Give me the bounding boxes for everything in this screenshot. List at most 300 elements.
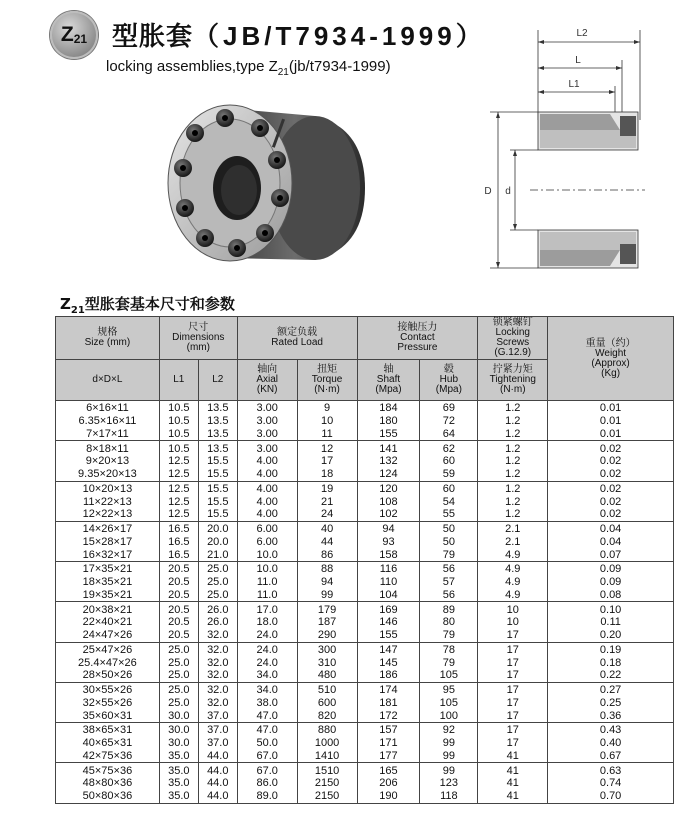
cell-weight: 0.43 — [548, 723, 674, 737]
cell-l1: 25.0 — [159, 697, 198, 710]
cell-axial-load: 6.00 — [237, 536, 297, 549]
cell-l2: 21.0 — [198, 548, 237, 561]
page-subtitle: locking assemblies,type $Z_{21}(jb/t7934-1999)$ — [106, 58, 391, 78]
cell-weight: 0.11 — [548, 616, 674, 629]
cell-torque: 2150 — [297, 790, 357, 803]
cell-hub-pressure: 95 — [420, 682, 478, 696]
table-row — [56, 737, 674, 750]
cell-tightening-torque: 17 — [478, 737, 548, 750]
cell-torque: 300 — [297, 642, 357, 656]
table-row — [56, 495, 674, 508]
header-l1: L1 — [159, 360, 198, 401]
table-row — [56, 576, 674, 589]
cell-tightening-torque: 1.2 — [478, 468, 548, 481]
cell-tightening-torque: 17 — [478, 697, 548, 710]
cell-torque: 17 — [297, 455, 357, 468]
cell-l2: 44.0 — [198, 763, 237, 777]
cell-tightening-torque: 1.2 — [478, 508, 548, 521]
cell-size: 32×55×26 — [56, 697, 160, 710]
cell-shaft-pressure: 171 — [357, 737, 420, 750]
cell-l1: 20.5 — [159, 562, 198, 576]
cell-size: 40×65×31 — [56, 737, 160, 750]
cell-tightening-torque: 41 — [478, 750, 548, 763]
cell-axial-load: 67.0 — [237, 763, 297, 777]
cell-l1: 10.5 — [159, 415, 198, 428]
cell-shaft-pressure: 177 — [357, 750, 420, 763]
section-drawing — [470, 20, 650, 275]
header-torque: 扭矩 Torque (N·m) — [297, 360, 357, 401]
cell-size: 50×80×36 — [56, 790, 160, 803]
cell-shaft-pressure: 108 — [357, 495, 420, 508]
cell-l1: 12.5 — [159, 468, 198, 481]
cell-shaft-pressure: 169 — [357, 602, 420, 616]
cell-size: 14×26×17 — [56, 521, 160, 535]
cell-size: 18×35×21 — [56, 576, 160, 589]
cell-hub-pressure: 50 — [420, 521, 478, 535]
cell-shaft-pressure: 104 — [357, 589, 420, 602]
cell-size: 30×55×26 — [56, 682, 160, 696]
header-dimensions: 尺寸 Dimensions (mm) — [159, 317, 237, 360]
cell-torque: 18 — [297, 468, 357, 481]
cell-l1: 20.5 — [159, 616, 198, 629]
cell-axial-load: 38.0 — [237, 697, 297, 710]
header-size-format: d×D×L — [56, 360, 160, 401]
cell-hub-pressure: 80 — [420, 616, 478, 629]
cell-tightening-torque: 4.9 — [478, 548, 548, 561]
cell-axial-load: 50.0 — [237, 737, 297, 750]
table-row — [56, 589, 674, 602]
cell-hub-pressure: 72 — [420, 415, 478, 428]
cell-weight: 0.09 — [548, 562, 674, 576]
cell-l2: 25.0 — [198, 589, 237, 602]
cell-l2: 20.0 — [198, 521, 237, 535]
cell-axial-load: 3.00 — [237, 401, 297, 415]
label-big-d: D — [484, 186, 492, 197]
cell-hub-pressure: 60 — [420, 481, 478, 495]
cell-l1: 25.0 — [159, 682, 198, 696]
cell-torque: 11 — [297, 428, 357, 441]
cell-l2: 44.0 — [198, 750, 237, 763]
cell-l2: 15.5 — [198, 455, 237, 468]
cell-tightening-torque: 1.2 — [478, 401, 548, 415]
cell-l1: 25.0 — [159, 669, 198, 682]
cell-l2: 15.5 — [198, 468, 237, 481]
cell-torque: 2150 — [297, 777, 357, 790]
cell-tightening-torque: 1.2 — [478, 415, 548, 428]
cell-size: 25×47×26 — [56, 642, 160, 656]
cell-torque: 600 — [297, 697, 357, 710]
cell-l2: 37.0 — [198, 737, 237, 750]
cell-torque: 10 — [297, 415, 357, 428]
table-row — [56, 508, 674, 521]
table-row — [56, 682, 674, 696]
cell-l2: 44.0 — [198, 777, 237, 790]
cell-torque: 19 — [297, 481, 357, 495]
header-weight: 重量（约） Weight (Approx) (Kg) — [548, 317, 674, 401]
cell-l1: 20.5 — [159, 576, 198, 589]
cell-hub-pressure: 62 — [420, 441, 478, 455]
cell-weight: 0.02 — [548, 481, 674, 495]
cell-hub-pressure: 60 — [420, 455, 478, 468]
cell-l2: 25.0 — [198, 562, 237, 576]
table-row — [56, 562, 674, 576]
cell-l1: 35.0 — [159, 750, 198, 763]
cell-tightening-torque: 4.9 — [478, 589, 548, 602]
cell-hub-pressure: 79 — [420, 548, 478, 561]
cell-hub-pressure: 55 — [420, 508, 478, 521]
cell-l1: 16.5 — [159, 536, 198, 549]
cell-l1: 12.5 — [159, 508, 198, 521]
cell-torque: 21 — [297, 495, 357, 508]
cell-hub-pressure: 78 — [420, 642, 478, 656]
cell-tightening-torque: 1.2 — [478, 455, 548, 468]
cell-l1: 10.5 — [159, 401, 198, 415]
cell-axial-load: 18.0 — [237, 616, 297, 629]
cell-l1: 20.5 — [159, 589, 198, 602]
cell-torque: 187 — [297, 616, 357, 629]
cell-weight: 0.08 — [548, 589, 674, 602]
cell-axial-load: 4.00 — [237, 508, 297, 521]
cell-axial-load: 10.0 — [237, 562, 297, 576]
cell-torque: 44 — [297, 536, 357, 549]
cell-axial-load: 4.00 — [237, 455, 297, 468]
cell-shaft-pressure: 94 — [357, 521, 420, 535]
header-l2: L2 — [198, 360, 237, 401]
cell-l1: 35.0 — [159, 763, 198, 777]
table-row — [56, 441, 674, 455]
cell-tightening-torque: 17 — [478, 709, 548, 722]
table-row — [56, 723, 674, 737]
cell-shaft-pressure: 145 — [357, 656, 420, 669]
cell-torque: 40 — [297, 521, 357, 535]
spec-table-body — [56, 401, 674, 804]
cell-hub-pressure: 105 — [420, 669, 478, 682]
cell-hub-pressure: 99 — [420, 737, 478, 750]
cell-hub-pressure: 105 — [420, 697, 478, 710]
cell-shaft-pressure: 165 — [357, 763, 420, 777]
cell-weight: 0.01 — [548, 415, 674, 428]
cell-shaft-pressure: 116 — [357, 562, 420, 576]
cell-size: 22×40×21 — [56, 616, 160, 629]
table-row — [56, 629, 674, 642]
cell-weight: 0.25 — [548, 697, 674, 710]
table-row — [56, 656, 674, 669]
table-row — [56, 642, 674, 656]
cell-shaft-pressure: 174 — [357, 682, 420, 696]
cell-size: 45×75×36 — [56, 763, 160, 777]
cell-weight: 0.04 — [548, 536, 674, 549]
cell-size: 7×17×11 — [56, 428, 160, 441]
cell-weight: 0.27 — [548, 682, 674, 696]
cell-hub-pressure: 50 — [420, 536, 478, 549]
cell-tightening-torque: 41 — [478, 790, 548, 803]
table-row — [56, 750, 674, 763]
table-row — [56, 602, 674, 616]
cell-size: 8×18×11 — [56, 441, 160, 455]
cell-weight: 0.18 — [548, 656, 674, 669]
cell-shaft-pressure: 181 — [357, 697, 420, 710]
cell-size: 6.35×16×11 — [56, 415, 160, 428]
cell-l1: 30.0 — [159, 737, 198, 750]
cell-tightening-torque: 41 — [478, 777, 548, 790]
cell-l2: 26.0 — [198, 616, 237, 629]
cell-l1: 16.5 — [159, 548, 198, 561]
table-row — [56, 790, 674, 803]
cell-shaft-pressure: 132 — [357, 455, 420, 468]
cell-axial-load: 24.0 — [237, 629, 297, 642]
cell-l1: 20.5 — [159, 602, 198, 616]
cell-shaft-pressure: 102 — [357, 508, 420, 521]
cell-axial-load: 11.0 — [237, 576, 297, 589]
cell-hub-pressure: 64 — [420, 428, 478, 441]
cell-l1: 30.0 — [159, 723, 198, 737]
cell-tightening-torque: 17 — [478, 682, 548, 696]
cell-shaft-pressure: 172 — [357, 709, 420, 722]
cell-size: 9×20×13 — [56, 455, 160, 468]
cell-axial-load: 47.0 — [237, 709, 297, 722]
cell-weight: 0.20 — [548, 629, 674, 642]
cell-shaft-pressure: 146 — [357, 616, 420, 629]
cell-hub-pressure: 118 — [420, 790, 478, 803]
table-row — [56, 763, 674, 777]
table-row — [56, 669, 674, 682]
cell-axial-load: 86.0 — [237, 777, 297, 790]
cell-size: 28×50×26 — [56, 669, 160, 682]
cell-tightening-torque: 4.9 — [478, 562, 548, 576]
cell-weight: 0.40 — [548, 737, 674, 750]
cell-l1: 20.5 — [159, 629, 198, 642]
spec-table — [55, 316, 674, 804]
cell-l2: 32.0 — [198, 629, 237, 642]
cell-axial-load: 24.0 — [237, 656, 297, 669]
cell-l1: 35.0 — [159, 777, 198, 790]
cell-shaft-pressure: 124 — [357, 468, 420, 481]
cell-axial-load: 3.00 — [237, 441, 297, 455]
cell-tightening-torque: 17 — [478, 629, 548, 642]
table-row — [56, 455, 674, 468]
cell-l1: 35.0 — [159, 790, 198, 803]
header-size: 规格 Size (mm) — [56, 317, 160, 360]
cell-hub-pressure: 56 — [420, 589, 478, 602]
cell-tightening-torque: 17 — [478, 656, 548, 669]
cell-l2: 32.0 — [198, 669, 237, 682]
cell-shaft-pressure: 155 — [357, 428, 420, 441]
cell-l1: 30.0 — [159, 709, 198, 722]
cell-l2: 37.0 — [198, 723, 237, 737]
cell-tightening-torque: 1.2 — [478, 481, 548, 495]
cell-torque: 99 — [297, 589, 357, 602]
cell-torque: 12 — [297, 441, 357, 455]
cell-shaft-pressure: 206 — [357, 777, 420, 790]
cell-size: 24×47×26 — [56, 629, 160, 642]
cell-l2: 15.5 — [198, 481, 237, 495]
cell-tightening-torque: 41 — [478, 763, 548, 777]
cell-l2: 32.0 — [198, 642, 237, 656]
cell-axial-load: 3.00 — [237, 428, 297, 441]
cell-hub-pressure: 100 — [420, 709, 478, 722]
label-l2: L2 — [576, 28, 588, 39]
cell-axial-load: 67.0 — [237, 750, 297, 763]
cell-l2: 15.5 — [198, 508, 237, 521]
cell-l2: 32.0 — [198, 656, 237, 669]
cell-l2: 20.0 — [198, 536, 237, 549]
page-title — [112, 16, 486, 53]
cell-l2: 37.0 — [198, 709, 237, 722]
cell-weight: 0.01 — [548, 428, 674, 441]
cell-shaft-pressure: 110 — [357, 576, 420, 589]
cell-weight: 0.04 — [548, 521, 674, 535]
cell-tightening-torque: 4.9 — [478, 576, 548, 589]
cell-axial-load: 4.00 — [237, 481, 297, 495]
cell-weight: 0.02 — [548, 468, 674, 481]
cell-torque: 86 — [297, 548, 357, 561]
cell-weight: 0.67 — [548, 750, 674, 763]
page-title-code: （JB/T7934-1999） — [193, 21, 486, 51]
table-row — [56, 468, 674, 481]
cell-tightening-torque: 10 — [478, 616, 548, 629]
cell-axial-load: 4.00 — [237, 495, 297, 508]
cell-l2: 32.0 — [198, 697, 237, 710]
cell-hub-pressure: 92 — [420, 723, 478, 737]
cell-l1: 12.5 — [159, 495, 198, 508]
cell-axial-load: 17.0 — [237, 602, 297, 616]
cell-l1: 10.5 — [159, 441, 198, 455]
cell-weight: 0.74 — [548, 777, 674, 790]
cell-tightening-torque: 17 — [478, 669, 548, 682]
cell-size: 38×65×31 — [56, 723, 160, 737]
cell-weight: 0.02 — [548, 455, 674, 468]
cell-hub-pressure: 69 — [420, 401, 478, 415]
cell-hub-pressure: 89 — [420, 602, 478, 616]
cell-weight: 0.63 — [548, 763, 674, 777]
cell-l2: 13.5 — [198, 401, 237, 415]
cell-l2: 26.0 — [198, 602, 237, 616]
cell-shaft-pressure: 180 — [357, 415, 420, 428]
cell-weight: 0.01 — [548, 401, 674, 415]
cell-torque: 310 — [297, 656, 357, 669]
cell-torque: 880 — [297, 723, 357, 737]
cell-l1: 12.5 — [159, 481, 198, 495]
cell-l1: 10.5 — [159, 428, 198, 441]
label-l1: L1 — [568, 79, 580, 90]
cell-l2: 32.0 — [198, 682, 237, 696]
type-badge-label: $Z_{21}$ — [60, 23, 88, 46]
cell-size: 15×28×17 — [56, 536, 160, 549]
cell-torque: 88 — [297, 562, 357, 576]
cell-tightening-torque: 2.1 — [478, 521, 548, 535]
cell-weight: 0.19 — [548, 642, 674, 656]
type-badge — [50, 11, 98, 59]
cell-l2: 13.5 — [198, 415, 237, 428]
cell-tightening-torque: 1.2 — [478, 428, 548, 441]
cell-weight: 0.36 — [548, 709, 674, 722]
header-axial: 轴向 Axial (KN) — [237, 360, 297, 401]
cell-shaft-pressure: 147 — [357, 642, 420, 656]
cell-torque: 9 — [297, 401, 357, 415]
cell-shaft-pressure: 93 — [357, 536, 420, 549]
cell-weight: 0.02 — [548, 441, 674, 455]
header-row-1 — [56, 317, 674, 360]
cell-hub-pressure: 79 — [420, 656, 478, 669]
cell-size: 10×20×13 — [56, 481, 160, 495]
cell-axial-load: 4.00 — [237, 468, 297, 481]
cell-l2: 25.0 — [198, 576, 237, 589]
cell-tightening-torque: 17 — [478, 642, 548, 656]
cell-axial-load: 6.00 — [237, 521, 297, 535]
table-row — [56, 616, 674, 629]
cell-axial-load: 89.0 — [237, 790, 297, 803]
cell-torque: 1510 — [297, 763, 357, 777]
table-row — [56, 415, 674, 428]
cell-torque: 24 — [297, 508, 357, 521]
cell-tightening-torque: 10 — [478, 602, 548, 616]
cell-l2: 15.5 — [198, 495, 237, 508]
header-hub: 毂 Hub (Mpa) — [420, 360, 478, 401]
cell-weight: 0.10 — [548, 602, 674, 616]
cell-hub-pressure: 79 — [420, 629, 478, 642]
header-shaft: 轴 Shaft (Mpa) — [357, 360, 420, 401]
cell-l1: 25.0 — [159, 642, 198, 656]
cell-l2: 44.0 — [198, 790, 237, 803]
cell-tightening-torque: 1.2 — [478, 495, 548, 508]
cell-shaft-pressure: 141 — [357, 441, 420, 455]
cell-hub-pressure: 123 — [420, 777, 478, 790]
table-row — [56, 777, 674, 790]
cell-tightening-torque: 17 — [478, 723, 548, 737]
cell-shaft-pressure: 157 — [357, 723, 420, 737]
cell-l2: 13.5 — [198, 441, 237, 455]
cell-weight: 0.02 — [548, 508, 674, 521]
cell-axial-load: 24.0 — [237, 642, 297, 656]
cell-size: 48×80×36 — [56, 777, 160, 790]
header-rated-load: 额定负载 Rated Load — [237, 317, 357, 360]
cell-torque: 179 — [297, 602, 357, 616]
cell-l2: 13.5 — [198, 428, 237, 441]
label-l: L — [575, 55, 581, 66]
cell-size: 12×22×13 — [56, 508, 160, 521]
cell-hub-pressure: 99 — [420, 750, 478, 763]
cell-l1: 16.5 — [159, 521, 198, 535]
table-row — [56, 521, 674, 535]
cell-torque: 1000 — [297, 737, 357, 750]
cell-hub-pressure: 57 — [420, 576, 478, 589]
cell-hub-pressure: 59 — [420, 468, 478, 481]
cell-weight: 0.07 — [548, 548, 674, 561]
page-title-cn: 型胀套 — [112, 22, 194, 52]
cell-size: 42×75×36 — [56, 750, 160, 763]
cell-shaft-pressure: 184 — [357, 401, 420, 415]
table-row — [56, 481, 674, 495]
table-row — [56, 697, 674, 710]
table-row — [56, 709, 674, 722]
cell-weight: 0.22 — [548, 669, 674, 682]
cell-torque: 94 — [297, 576, 357, 589]
cell-axial-load: 3.00 — [237, 415, 297, 428]
cell-shaft-pressure: 190 — [357, 790, 420, 803]
cell-l1: 12.5 — [159, 455, 198, 468]
product-photo — [165, 98, 370, 268]
table-row — [56, 548, 674, 561]
header-locking-screws: 锁紧螺钉 Locking Screws (G.12.9) — [478, 317, 548, 360]
cell-shaft-pressure: 158 — [357, 548, 420, 561]
cell-tightening-torque: 1.2 — [478, 441, 548, 455]
header-contact-pressure: 接触压力 Contact Pressure — [357, 317, 478, 360]
cell-shaft-pressure: 120 — [357, 481, 420, 495]
cell-torque: 1410 — [297, 750, 357, 763]
cell-size: 20×38×21 — [56, 602, 160, 616]
cell-size: 9.35×20×13 — [56, 468, 160, 481]
cell-shaft-pressure: 186 — [357, 669, 420, 682]
